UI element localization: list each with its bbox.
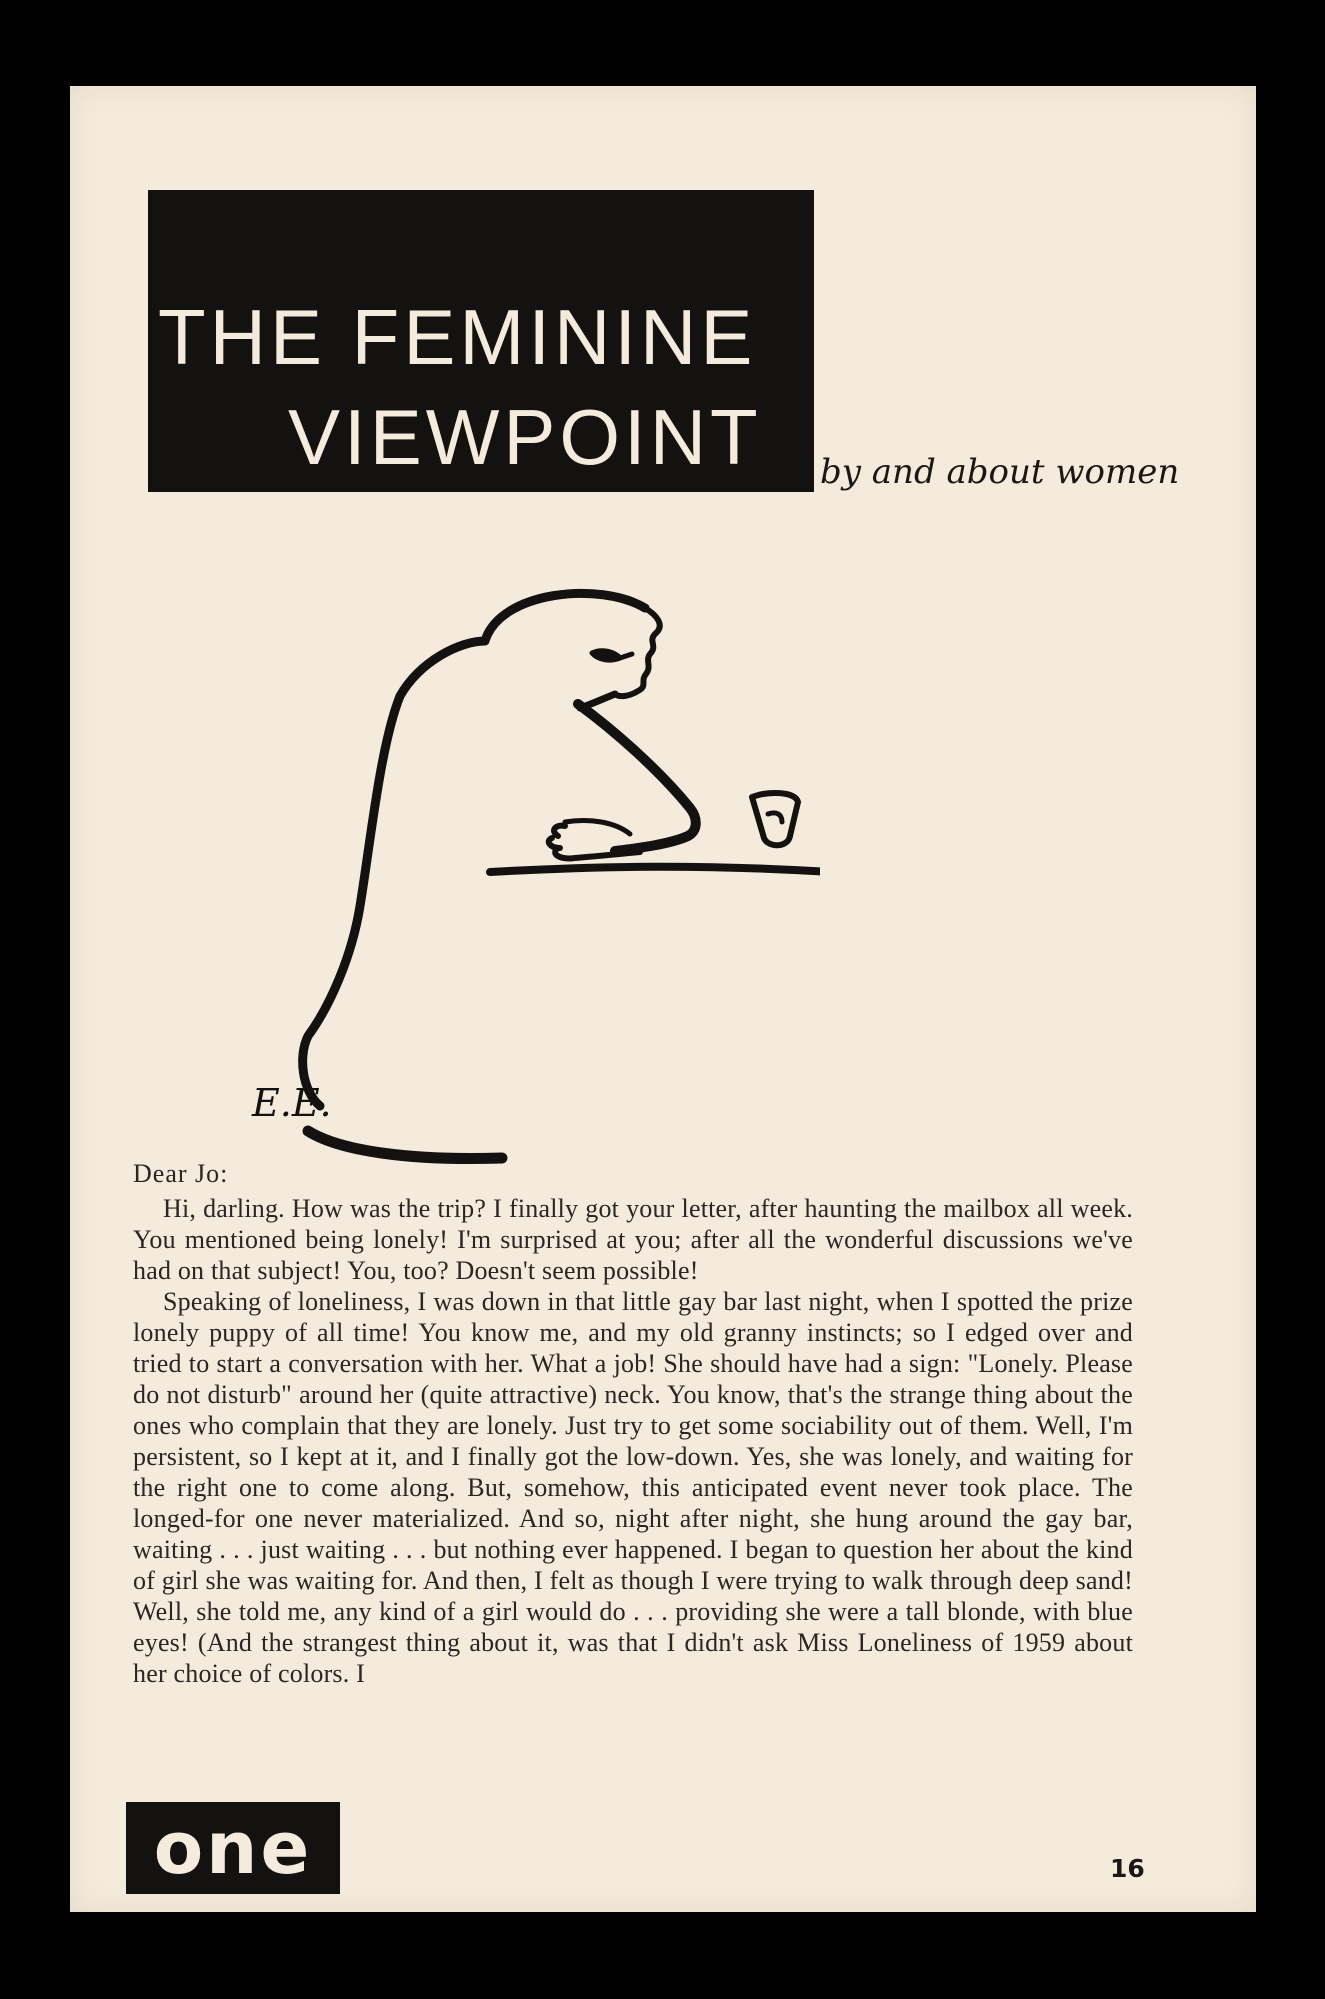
letter-body [133, 1158, 1133, 1689]
magazine-page [70, 86, 1256, 1912]
lonely-figure-illustration [220, 586, 820, 1186]
paragraph-2: Speaking of loneliness, I was down in that little gay bar last night, when I spotted the prize lonely puppy of all time! You know me, and my old granny instincts; so I edged over and tried to start a conversation with her. What a job! She should have had a sign: "Lonely. Please do not disturb" around her (quite attractive) neck. You know, that's the strange thing about the ones who complain that they are lonely. Just try to get some sociability out of them. Well, I'm persistent, so I kept at it, and I finally got the low-down. Yes, she was lonely, and waiting for the right one to come along. But, somehow, this anticipated event never took place. The longed-for one never materialized. And so, night after night, she hung around the gay bar, waiting . . . just waiting . . . but nothing ever happened. I began to question her about the kind of girl she was waiting for. And then, I felt as though I were trying to walk through deep sand! Well, she told me, any kind of a girl would do . . . providing she were a tall blonde, with blue eyes! (And the strangest thing about it, was that I didn't ask Miss Loneliness of 1959 about her choice of colors. I [133, 1287, 1133, 1688]
column-subtitle: by and about women [820, 452, 1180, 492]
page-number: 16 [1110, 1854, 1145, 1883]
title-line-1: THE FEMININE [158, 293, 757, 381]
title-line-2: VIEWPOINT [288, 393, 762, 481]
artist-signature: E.E. [252, 1081, 332, 1125]
title-banner [148, 190, 814, 492]
salutation: Dear Jo: [133, 1159, 229, 1188]
paragraph-1: Hi, darling. How was the trip? I finally got your letter, after haunting the mailbox all week. You mentioned being lonely! I'm surprised at you; after all the wonderful discussions we've had on that subject! You, too? Doesn't seem possible! [133, 1194, 1133, 1285]
one-magazine-logo: one [126, 1802, 340, 1894]
